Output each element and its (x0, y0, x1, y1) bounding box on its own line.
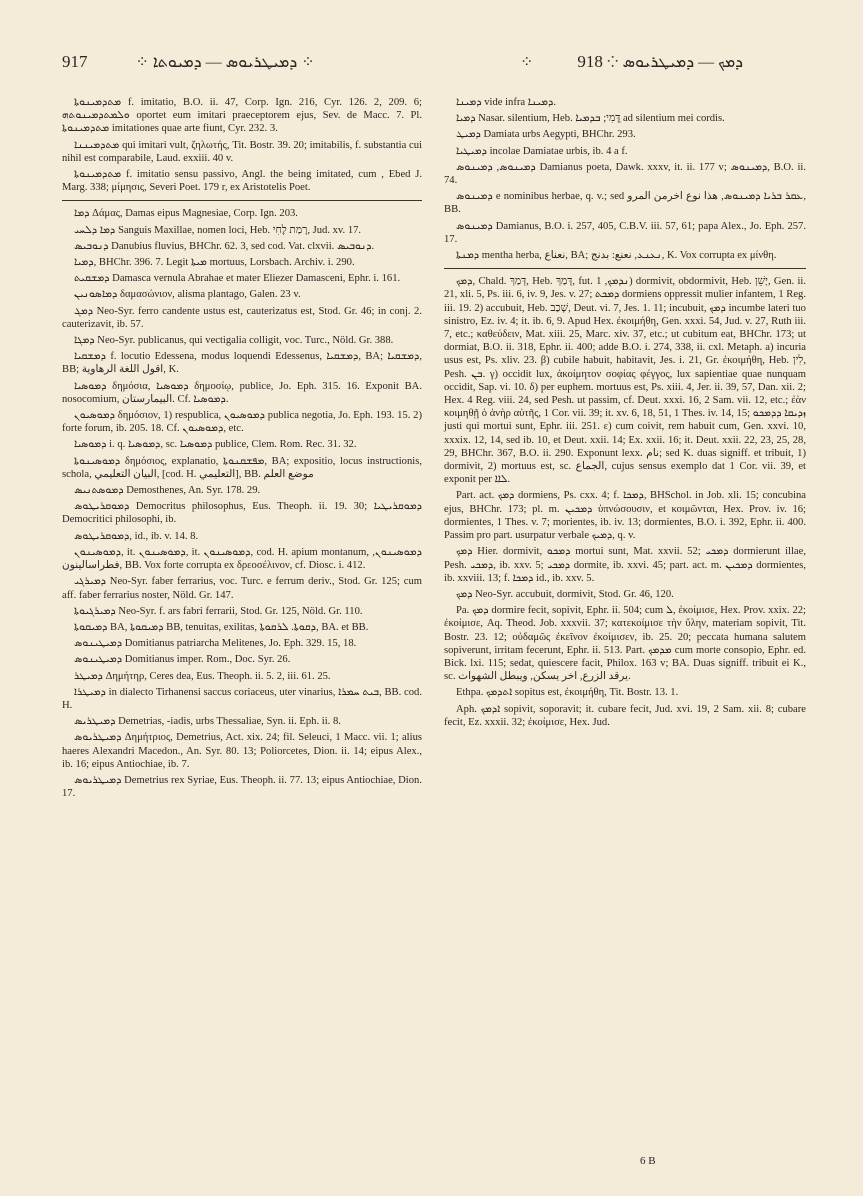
dictionary-entry: ܕܡܝܛ Damiata urbs Aegypti, BHChr. 293. (456, 129, 636, 141)
left-section-2 (62, 207, 422, 800)
dictionary-entry: ܕܡܫܩܝܬ Damasca vernula Abrahae et mater Eliezer Damasceni, Ephr. i. 161. (74, 273, 401, 285)
dictionary-entry: Ethpa. ܐܬܕܡܟ sopitus est, ἐκοιμήθη, Tit. Bostr. 13. 1. (456, 687, 679, 699)
dictionary-entry: ܕܡܝܢܘܣ, ܕܡܝܢܘܣ Damianus poeta, Dawk. xxxv, it. ii. 177 v; ܕܡܝܢܘܣ, B.O. ii. 74. (444, 161, 807, 187)
dictionary-entry: ܕܡܝܛܪܝܘܣ Δημήτριος, Demetrius, Act. xix. 24; fil. Seleuci, 1 Macc. vii. 1; alius haeres Alexandri Macedon., An. Syr. 80. 13; Poliorcetes, Dion. ii. 14; eipus Alex., ib. 16; eipus Antiochiae, ib. 7. (62, 732, 422, 770)
dictionary-entry: ܡܬܕܡܝܢܘܬܐ f. imitatio, B.O. ii. 47, Corp. Ign. 216, Cyr. 126. 2, 209. 6; ܘܠܡܬܕܡܝܢܘܬܗ oportet eum imitari praeceptorem ejus, Sev. de Macc. 7. Pl. ܡܬܕܡܝܢܘܬܐ imitationes quae arte fiunt, Cyr. 232. 3. (62, 97, 422, 135)
dictionary-entry: ܕܡܘܣܝܘܢ δημόσιον, 1) respublica, ܕܡܘܣܝܘܢ publica negotia, Jo. Eph. 193. 15. 2) forte forum, ib. 205. 18. Cf. ܕܡܘܣܝܘܢ, etc. (62, 410, 422, 435)
right-running-title: ⁘ ܕܡܟ — ܕܡܝܛܪܝܘܣ ⁘ (520, 54, 744, 71)
dictionary-entry: Part. act. ܕܡܟ dormiens, Ps. cxx. 4; f. ܕܡܟܐ, BHSchol. in Job. xli. 15; concubina ejus, BHChr. 173; pl. m. ܕܡܟܝܢ ὑπνώσουσιν, et κοιμῶνται, Hex. Prov. iv. 16; dormientes, 1 Thes. v. 7; morientes, ib. iv. 13; dormientes, B.O. i. 392, Ephr. ii. 400. Passim pro part. usurpatur verbale ܕܡܝܟ, q. v. (444, 490, 806, 542)
dictionary-entry: ܕܡܘܣܝܢܘܬܐ δημόσιος, explanatio, ܡܦܫܩܢܘܬܐ, BA; expositio, locus instructionis, schola, البيان التعليمي, [cod. H. التعليمي], BB. موضع العلم (62, 455, 422, 480)
dictionary-entry: ܕܡܝܢܐ vide infra ܕܡܝܢܐ. (456, 97, 556, 108)
dictionary-entry: ܕܡܝܪܓܝܘܬܐ Neo-Syr. f. ars fabri ferrarii, Stod. Gr. 125, Nöld. Gr. 110. (74, 605, 363, 617)
dictionary-entry: ܕܡܝܛܝܢܘܣ Domitianus patriarcha Melitenes, Jo. Eph. 329. 15, 18. (74, 638, 357, 650)
dictionary-entry: ܕܡܝܛܪܝܣ Demetrias, -iadis, urbs Thessaliae, Syn. ii. Eph. ii. 8. (74, 716, 341, 728)
dictionary-entry: ܕܡܘܩܪܝܛܘܣ, id., ib. v. 14. 8. (74, 530, 199, 542)
dictionary-entry: ܕܡܝܛܝܢܘܣ Domitianus imper. Rom., Doc. Syr. 26. (74, 654, 291, 666)
right-page-header (520, 52, 770, 72)
dictionary-entry: ܕܡܝܢܘܣ Damianus, B.O. i. 257, 405, C.B.V. iii. 57, 61; papa Alex., Jo. Eph. 257. 17. (444, 220, 806, 245)
dictionary-entry: ܕܡܝܛܪ Δημήτηρ, Ceres dea, Eus. Theoph. ii. 5. 2, iii. 61. 25. (74, 670, 331, 682)
right-section-1 (444, 96, 806, 262)
dictionary-entry: ܕܢܘܒܝܣ Danubius fluvius, BHChr. 62. 3, sed cod. Vat. clxvii. ܕܢܘܒܝܣ. (74, 240, 375, 252)
dictionary-entry: ܕܡܫܩܝܐ f. locutio Edessena, modus loquendi Edessenus, ܕܡܫܩܝܐ, BA; ܕܡܫܩܝܐ, BB; اقول اللغة الرهاوية, K. (62, 351, 423, 376)
dictionary-entry: ܕܡܟ Hier. dormivit, ܕܡܟܘ mortui sunt, Mat. xxvii. 52; ܕܡܟܝ dormierunt illae, Pesh. ܕܡܟܝ, ib. xxv. 5; ܕܡܟܝ dormite, ib. xxvi. 45; part. act. m. ܕܡܟܝܢ dormientes, ib. xxviii. 13; f. ܕܡܟܐ id., ib. xxv. 5. (444, 546, 806, 584)
dictionary-entry: ܕܡܝܛܪܝܘܣ Demetrius rex Syriae, Eus. Theoph. ii. 77. 13; eipus Antiochiae, Dion. 17. (62, 774, 422, 800)
dictionary-entry: ܕܡܐ ܕܠܚܝ Sanguis Maxillae, nomen loci, Heb. רָמַת לֶחִי, Jud. xv. 17. (74, 224, 362, 236)
dictionary-entry: ܕܡܓܐ Neo-Syr. publicanus, qui vectigalia colligit, voc. Turc., Nöld. Gr. 388. (74, 335, 394, 347)
dictionary-entry: ܕܡܘܣܝܐ δημόσια, ܕܡܘܣܝܐ δημοσίῳ, publice, Jo. Eph. 315. 16. Exponit BA. nosocomium, البيمارستان. Cf. ܕܡܘܣܝܐ. (62, 380, 422, 405)
dictionary-entry: ܕܡܟ Neo-Syr. accubuit, dormivit, Stod. Gr. 46, 120. (456, 588, 674, 600)
dictionary-entry: ܕܡܝܩܘܬܐ BA, ܕܡܝܩܘܬܐ BB, tenuitas, exilitas, ܕܩܘܬܐ. ܠܪܩܘܬܐ, BA. et BB. (74, 621, 369, 633)
left-running-title: ⁘ ܕܡܝܛܪܝܘܣ — ܕܡܝܘܬܐ ⁘ (135, 54, 315, 71)
dictionary-entry: ܕܡܘܩܪܝܛܘܣ Democritus philosophus, Eus. Theoph. ii. 19. 30; ܕܡܘܩܪܝܛܝܐ Democritici philosophi, ib. (62, 501, 422, 526)
dictionary-entry: ܡܬܕܡܝܢܘܬܐ f. imitatio sensu passivo, Angl. the being imitated, cum , Ebed J. Marg. 338; μίμησις, Severi Poet. 179 r, ex Aristotelis Poet. (62, 169, 422, 194)
dictionary-entry: ܕܡܘܣܝܐ i. q. ܕܡܘܣܝܐ, sc. ܕܡܘܣܝܐ publice, Clem. Rom. Rec. 31. 32. (74, 439, 357, 451)
dictionary-entry: ܡܬܕܡܝܢܢܐ qui imitari vult, ζηλωτής, Tit. Bostr. 39. 20; imitabilis, f. substantia cui nihil est comparabile, Laud. exxiii. 40 v. (62, 139, 422, 164)
dictionary-entry: Pa. ܕܡܟ dormire fecit, sopivit, Ephr. ii. 504; cum ܠ, ἐκοίμισε, Hex. Prov. xxix. 22; ἐκοίμισε, Aq. Theod. Job. xxxvii. 37; κατεκοίμισε τὴν ὕλην, materiam sopivit, Tit. Bostr. 23. 12; οὐδαμῶς ἐκεῖνον ἐκοίμισεν, ib. 25. 20; peccata humana salutem sopiverunt, irritam fecerunt, Ephr. ii. 513. Part. ܡܕܡܟ cum morte consopio, Ephr. ed. Bick. lxi. 115; sedat, quiescere facit, Philox. 163 v; BA. Duas signiff. tribuit ei K., sc. يرقد الزرع, اخر يسكن, ويبطل الشهوات. (444, 605, 806, 683)
signature-mark: 6 B (640, 1155, 656, 1167)
dictionary-entry: ܕܡܐܣܘܢܝܢ δαμασώνιον, alisma plantago, Galen. 23 v. (74, 289, 301, 301)
dictionary-entry: ܕܡܘܣܬܢܝܣ Demosthenes, An. Syr. 178. 29. (74, 485, 261, 497)
dictionary-entry: ܕܡܝܢܘܣ e nominibus herbae, q. v.; sed ܥܩܪ ܒܪܝܐ ܕܡܝܢܘܣ, هذا نوع اخرمن المرو, BB. (444, 191, 806, 216)
dictionary-entry: ܕܡܝܐ, BHChr. 396. 7. Legit ܡܝܬܐ mortuus, Lorsbach. Archiv. i. 290. (74, 257, 355, 269)
left-column (62, 96, 422, 803)
section-divider (444, 268, 806, 269)
dictionary-entry: ܕܡܢܬܐ mentha herba, نعناع, BA; ܢܥܢܥ, نعنع: بدنج, K. Vox corrupta ex μίνθη. (456, 250, 777, 262)
section-divider (62, 200, 422, 201)
dictionary-entry: ܕܡܓ Neo-Syr. ferro candente ustus est, cauterizatus est, Stod. Gr. 46; in conj. 2. cauterizavit, ib. 57. (62, 305, 422, 330)
dictionary-entry: ܕܡܝܛܝܐ incolae Damiatae urbis, ib. 4 a f. (456, 145, 628, 157)
dictionary-entry: ܕܡܐ Δάμας, Damas eipus Magnesiae, Corp. Ign. 203. (74, 208, 298, 220)
left-page-number: 917 (62, 52, 88, 71)
right-section-2 (444, 275, 806, 729)
right-column (444, 96, 806, 732)
dictionary-entry: ܕܡܘܣܝܢܘܢ, it. ܕܡܘܣܝܢܘܢ, it. ܕܡܘܣܝܢܘܢ, cod. H. apium montanum, ܕܡܘܣܝܢܘܢ, فطراسالينون, BB. Vox forte corrupta ex δρεοσέλινον, cf. Diosc. i. 412. (62, 546, 422, 572)
dictionary-entry: ܕܡܟ, Chald. דְּמַךְ, Heb. דָּמַךְ, fut. ܢܕܡܟ, 1) dormivit, obdormivit, Heb. יָשֵׁן, Gen. ii. 21, xli. 5, Ps. iii. 6, iv. 9, Jes. v. 27; ܕܡܟܬ dormiens oppressit mulier infantem, 1 Reg. iii. 19. 2) accubuit, Heb. שָׁכַב, Deut. vi. 7, Jes. 1. 11; incubuit, ܕܡܟ incumbe lateri tuo sinistro, Ez. iv. 4; it. ib. 6, 9. Apud Hex. ἐκοιμήθη, Gen. xxxi. 54, Jud. v. 27, Ruth iii. 7, etc.; καθεύδειν, Mat. xiii. 25, Marc. xiv. 37, etc.; ut cubitum eat, BHChr. 173; ut dormiat, B.O. ii. 318, Ephr. ii. 400; adde B.O. i. 274, 338, ii. cxl. Metaph. a) incuria usus est, Ps. xliv. 23. β) cubile habuit, habitavit, Jes. i. 21, Gr. ἐκοιμήθη, Heb. לִין, Pesh. ܒܢ. γ) occidit lux, ἀκοίμητον σοφίας φέγγος, lux sapientiae quae nunquam occidit, Sap. vi. 10. δ) per euphem. mortuus est, Ps. xiii. 4, Jer. ii. 39, 57, Dan. xii. 2; Hex. 4 Reg. viii. 24, sed Pesh. ut passim, cf. Deut. xxxi. 16, 2 Sam. vii. 12, etc.; ἐὰν κοιμηθῇ ὁ ἀνὴρ αὐτῆς, 1 Cor. vii. 39; it. xv. 6, 18, 51, 1 Thes. iv. 14, 15; ܙܕܝܩܐ ܕܕܡܟܘ justi qui mortui sunt, Ephr. iii. 251. ε) cum coivit, rem habuit cum, Gen. xxvi. 10, xxxix. 12, 14, sed ib. 10, et Deut. xxii. 14; Ex. xxii. 16; it. Deut. xxii. 22, 23, 25, 28, 29, BHChr. 367, B.O. ii. 290. Exponunt lexx. نام; sed K. duas signiff. et tribuit, 1) dormivit, 2) mortuus est, sc. الجماع, cujus sensus exemplo dat 1 Cor. vii. 39, et exponit per ܠܐܐ. (444, 276, 807, 486)
left-page-header (62, 52, 442, 72)
dictionary-entry: ܕܡܝܐ Nasar. silentium, Heb. דֳּמִי; ܒܕܡܝܐ ad silentium mei cordis. (456, 113, 725, 125)
dictionary-entry: ܕܡܝܪܓܝ Neo-Syr. faber ferrarius, voc. Turc. e ferrum deriv., Stod. Gr. 125; cum aff. faber ferrarius noster, Nöld. Gr. 147. (62, 576, 422, 601)
right-page-number: 918 (577, 52, 603, 71)
left-section-1 (62, 96, 422, 194)
dictionary-entry: ܕܡܝܛܪܐ in dialecto Tirhanensi saccus coriaceus, uter vinarius, ܒܝܬ ܚܡܪܐ, BB. cod. H. (62, 686, 422, 711)
dictionary-entry: Aph. ܐܕܡܟ sopivit, soporavit; it. cubare fecit, Jud. xvi. 19, 2 Sam. xii. 8; cubare fecit, Ez. xxxii. 32; ἐκοίμισε, Hex. Jud. (444, 703, 806, 728)
